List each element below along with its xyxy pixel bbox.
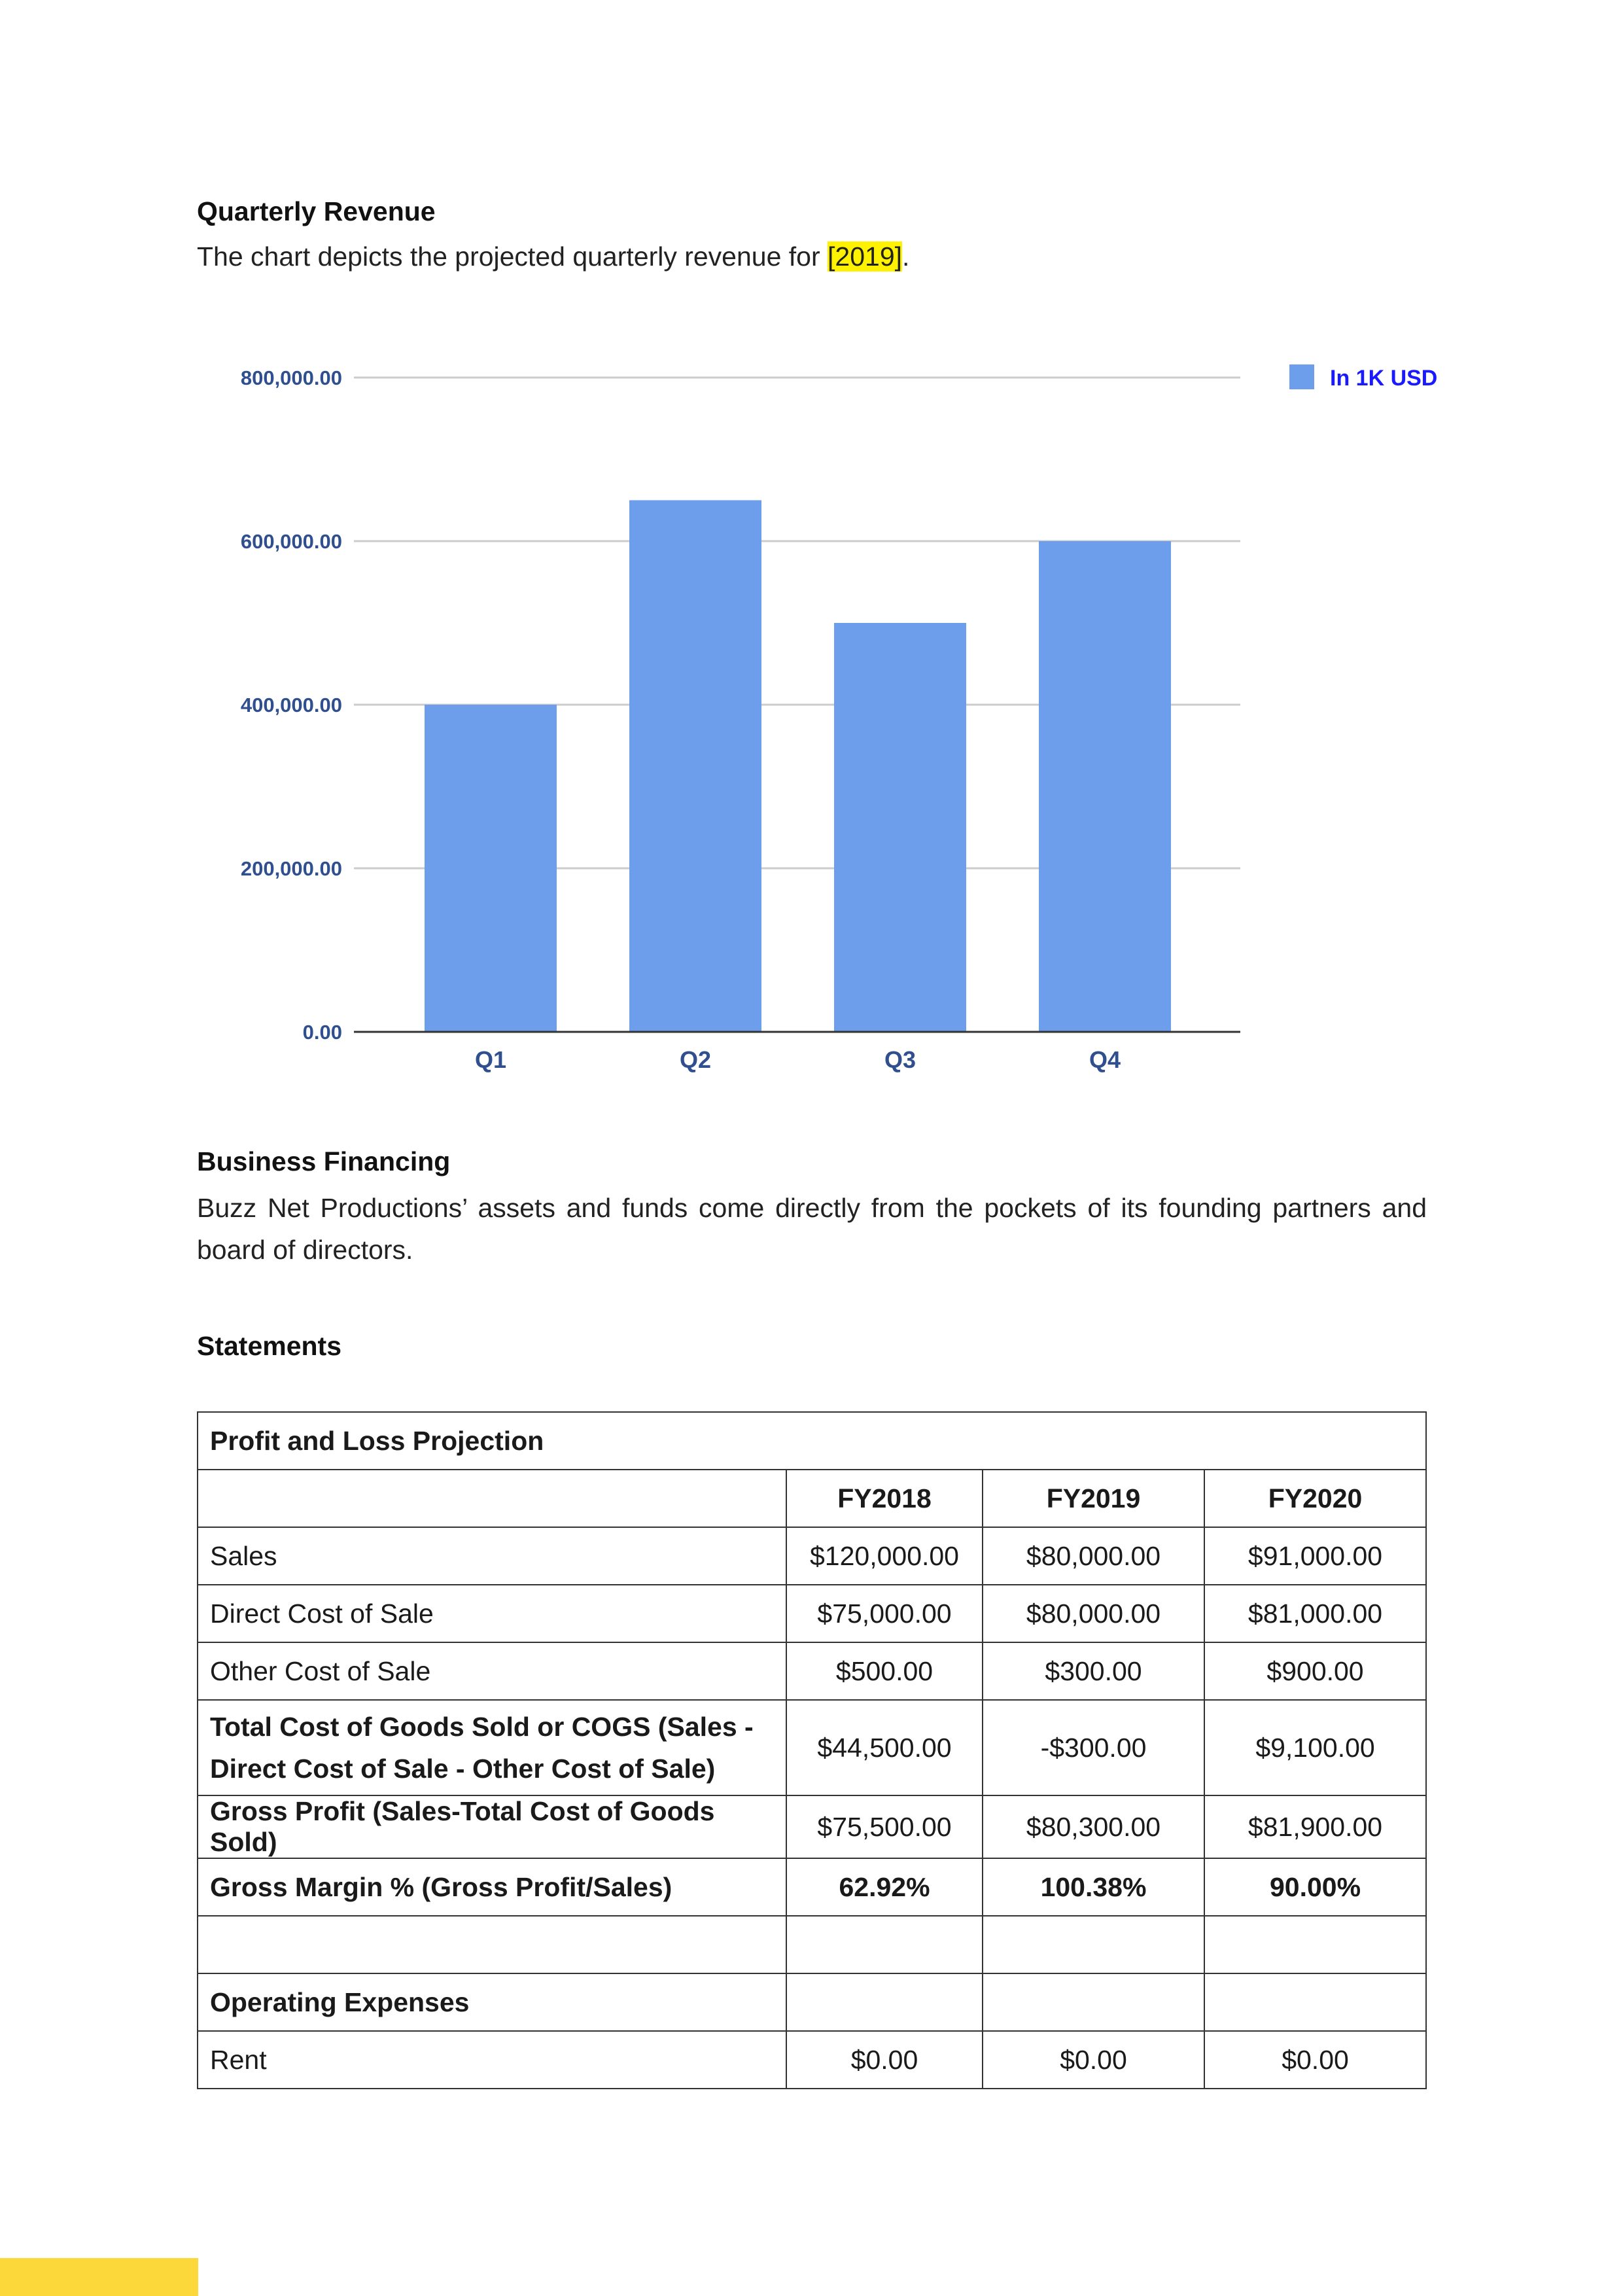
table-row	[198, 1858, 1426, 1916]
x-tick-label: Q1	[474, 1046, 507, 1073]
revenue-text-before: The chart depicts the projected quarterly revenue for	[197, 241, 828, 272]
row-value: $0.00	[1204, 2031, 1426, 2089]
row-value: $81,900.00	[1204, 1795, 1426, 1858]
row-label-line: Total Cost of Goods Sold or COGS (Sales -	[210, 1712, 754, 1742]
bar	[629, 501, 761, 1033]
row-value: $75,500.00	[786, 1795, 983, 1858]
bar	[425, 705, 557, 1032]
x-tick-label: Q4	[1089, 1046, 1121, 1073]
row-value: $44,500.00	[786, 1700, 983, 1795]
table-title-row	[198, 1412, 1426, 1470]
row-label-line: Direct Cost of Sale - Other Cost of Sale)	[210, 1754, 716, 1784]
x-tick-label: Q2	[679, 1046, 712, 1073]
quarterly-revenue-heading: Quarterly Revenue	[197, 196, 436, 226]
row-value: 100.38%	[983, 1858, 1204, 1916]
empty-cell	[786, 1973, 983, 2031]
y-tick-label: 600,000.00	[240, 530, 342, 553]
row-label: Direct Cost of Sale	[198, 1585, 786, 1642]
quarterly-revenue-text	[197, 236, 909, 277]
table-row	[198, 1642, 1426, 1700]
y-tick-label: 200,000.00	[240, 857, 342, 880]
footer-accent-bar	[0, 2258, 198, 2296]
row-value: $80,300.00	[983, 1795, 1204, 1858]
table-row	[198, 2031, 1426, 2089]
empty-cell	[1204, 1973, 1426, 2031]
bar	[1039, 541, 1171, 1032]
empty-cell	[983, 1916, 1204, 1973]
row-value: $0.00	[983, 2031, 1204, 2089]
row-value: $80,000.00	[983, 1585, 1204, 1642]
empty-cell	[198, 1916, 786, 1973]
row-value: -$300.00	[983, 1700, 1204, 1795]
row-value: $120,000.00	[786, 1527, 983, 1585]
year-highlight: [2019]	[828, 241, 903, 272]
row-value: $500.00	[786, 1642, 983, 1700]
row-value: $75,000.00	[786, 1585, 983, 1642]
row-label: Operating Expenses	[198, 1973, 786, 2031]
row-value: 90.00%	[1204, 1858, 1426, 1916]
quarterly-revenue-chart	[197, 314, 1473, 1099]
x-tick-label: Q3	[884, 1046, 916, 1073]
row-label: Other Cost of Sale	[198, 1642, 786, 1700]
table-row	[198, 1585, 1426, 1642]
row-value: $80,000.00	[983, 1527, 1204, 1585]
year-header: FY2020	[1204, 1470, 1426, 1527]
legend-label: In 1K USD	[1330, 366, 1438, 391]
table-row	[198, 1973, 1426, 2031]
row-label: Gross Profit (Sales-Total Cost of Goods Sold)	[198, 1795, 786, 1858]
y-tick-label: 800,000.00	[240, 366, 342, 389]
row-value: $81,000.00	[1204, 1585, 1426, 1642]
row-label: Gross Margin % (Gross Profit/Sales)	[198, 1858, 786, 1916]
table-header-row	[198, 1470, 1426, 1527]
table-row-empty	[198, 1916, 1426, 1973]
table-row	[198, 1700, 1426, 1795]
business-financing-text: Buzz Net Productions’ assets and funds come directly from the pockets of its founding partners and board of directors.	[197, 1193, 1427, 1265]
row-value: $300.00	[983, 1642, 1204, 1700]
y-tick-label: 400,000.00	[240, 694, 342, 716]
header-empty-cell	[198, 1470, 786, 1527]
statements-heading: Statements	[197, 1331, 342, 1361]
row-label: Rent	[198, 2031, 786, 2089]
empty-cell	[983, 1973, 1204, 2031]
row-label	[198, 1700, 786, 1795]
table-title: Profit and Loss Projection	[198, 1412, 1426, 1470]
profit-loss-table	[197, 1411, 1427, 2089]
row-value: $9,100.00	[1204, 1700, 1426, 1795]
year-header: FY2018	[786, 1470, 983, 1527]
table-row	[198, 1795, 1426, 1858]
empty-cell	[786, 1916, 983, 1973]
row-label: Sales	[198, 1527, 786, 1585]
y-tick-label: 0.00	[302, 1021, 342, 1044]
business-financing-heading: Business Financing	[197, 1146, 451, 1176]
row-value: $900.00	[1204, 1642, 1426, 1700]
legend-swatch	[1289, 364, 1314, 389]
empty-cell	[1204, 1916, 1426, 1973]
year-header: FY2019	[983, 1470, 1204, 1527]
row-value: $91,000.00	[1204, 1527, 1426, 1585]
table-row	[198, 1527, 1426, 1585]
row-value: $0.00	[786, 2031, 983, 2089]
bar	[834, 623, 966, 1032]
row-value: 62.92%	[786, 1858, 983, 1916]
revenue-text-after: .	[902, 241, 910, 272]
